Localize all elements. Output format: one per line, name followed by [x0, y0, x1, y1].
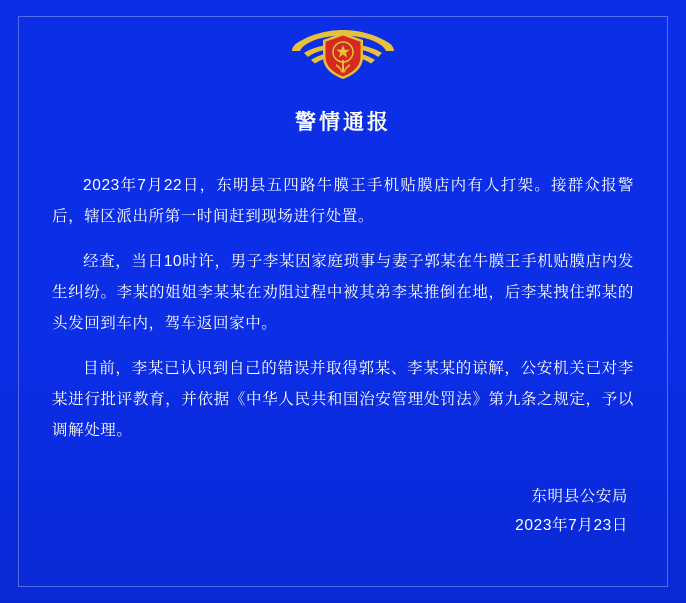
notice-paragraph: 经查，当日10时许，男子李某因家庭琐事与妻子郭某在牛膜王手机贴膜店内发生纠纷。李某的姐姐李某某在劝阻过程中被其弟李某推倒在地，后李某拽住郭某的头发回到车内，驾车返回家中。	[52, 253, 634, 332]
notice-paragraph: 2023年7月22日，东明县五四路牛膜王手机贴膜店内有人打架。接群众报警后，辖区派出所第一时间赶到现场进行处置。	[52, 177, 634, 225]
signature-block	[0, 482, 628, 541]
china-police-emblem-icon	[289, 22, 397, 84]
notice-paragraph: 目前，李某已认识到自己的错误并取得郭某、李某某的谅解，公安机关已对李某进行批评教育，并依据《中华人民共和国治安管理处罚法》第九条之规定，予以调解处理。	[52, 360, 634, 439]
signature-organization: 东明县公安局	[531, 488, 628, 505]
signature-date: 2023年7月23日	[515, 517, 628, 535]
page-title: 警情通报	[295, 111, 391, 134]
emblem-container	[0, 0, 686, 84]
notice-body	[52, 170, 634, 446]
